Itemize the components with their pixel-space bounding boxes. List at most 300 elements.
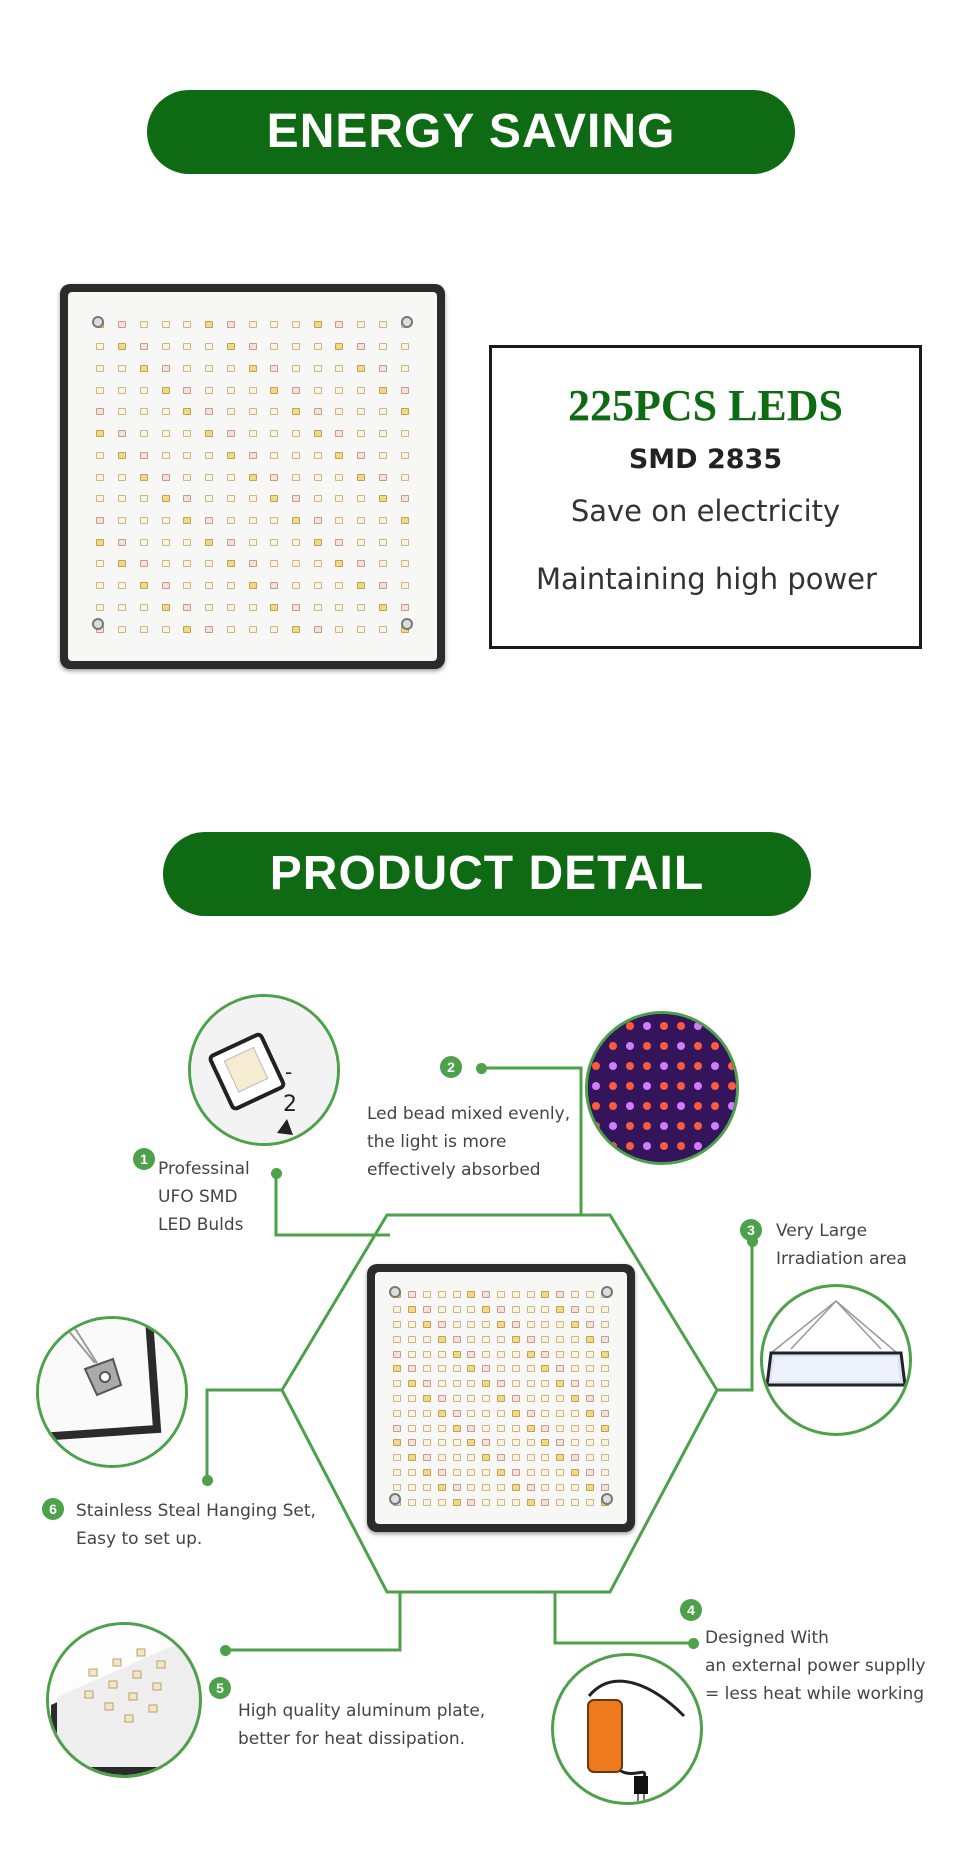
red-bead — [592, 1122, 600, 1130]
led-chip — [408, 1499, 416, 1506]
led-chip — [497, 1499, 505, 1506]
red-bead — [711, 1142, 719, 1150]
led-chip — [408, 1469, 416, 1476]
led-chip — [586, 1499, 594, 1506]
led-chip — [541, 1380, 549, 1387]
svg-text:2: 2 — [283, 1092, 297, 1117]
led-chip — [527, 1395, 535, 1402]
led-chip — [393, 1365, 401, 1372]
led-chip — [467, 1365, 475, 1372]
led-chip — [556, 1351, 564, 1358]
led-chip — [586, 1380, 594, 1387]
product-detail-title: PRODUCT DETAIL — [269, 847, 705, 900]
power-supply-icon — [554, 1656, 700, 1802]
led-chip — [571, 1351, 579, 1358]
led-chip — [482, 1439, 490, 1446]
red-bead — [677, 1082, 685, 1090]
led-chip — [541, 1484, 549, 1491]
led-chip — [541, 1439, 549, 1446]
led-chip — [423, 1321, 431, 1328]
led-chip — [497, 1469, 505, 1476]
led-chip — [467, 1439, 475, 1446]
led-chip — [586, 1321, 594, 1328]
led-beads-circle — [585, 1011, 739, 1165]
led-chip — [527, 1499, 535, 1506]
led-chip — [393, 1469, 401, 1476]
led-chip — [497, 1351, 505, 1358]
led-chip — [601, 1306, 609, 1313]
led-chip — [601, 1410, 609, 1417]
led-chip — [586, 1365, 594, 1372]
red-bead — [626, 1082, 634, 1090]
led-chip — [467, 1306, 475, 1313]
blue-bead — [592, 1082, 600, 1090]
led-chip — [393, 1425, 401, 1432]
led-chip — [497, 1336, 505, 1343]
led-chip — [408, 1425, 416, 1432]
led-chip — [408, 1306, 416, 1313]
blue-bead — [694, 1142, 702, 1150]
led-chip — [467, 1336, 475, 1343]
led-chip — [512, 1395, 520, 1402]
led-chip — [556, 1439, 564, 1446]
led-chip — [541, 1365, 549, 1372]
blue-bead — [626, 1102, 634, 1110]
mounting-screw — [389, 1493, 401, 1505]
led-chip — [453, 1380, 461, 1387]
feature-4-line-2: an external power supplly — [705, 1656, 926, 1676]
led-chip — [497, 1439, 505, 1446]
led-chip — [482, 1291, 490, 1298]
led-chip — [512, 1336, 520, 1343]
led-chip — [512, 1469, 520, 1476]
red-bead — [677, 1142, 685, 1150]
led-chip — [497, 1306, 505, 1313]
led-chip — [527, 1469, 535, 1476]
led-chip — [438, 1469, 446, 1476]
blue-bead — [728, 1102, 736, 1110]
red-bead — [626, 1022, 634, 1030]
red-bead — [711, 1102, 719, 1110]
red-bead — [643, 1122, 651, 1130]
led-chip — [571, 1439, 579, 1446]
led-chip — [541, 1351, 549, 1358]
led-chip — [527, 1380, 535, 1387]
led-chip — [497, 1321, 505, 1328]
led-chip — [527, 1410, 535, 1417]
led-chip — [453, 1439, 461, 1446]
led-chip — [571, 1291, 579, 1298]
led-chip — [408, 1395, 416, 1402]
led-chip — [601, 1439, 609, 1446]
svg-text:-: - — [285, 1060, 293, 1084]
led-chip — [393, 1395, 401, 1402]
led-chip — [512, 1351, 520, 1358]
led-chip — [586, 1291, 594, 1298]
led-chip — [482, 1454, 490, 1461]
led-chip — [438, 1306, 446, 1313]
led-chip — [423, 1336, 431, 1343]
led-chip — [408, 1454, 416, 1461]
led-chip — [601, 1351, 609, 1358]
led-chip — [438, 1439, 446, 1446]
led-chip — [601, 1469, 609, 1476]
led-chip — [393, 1321, 401, 1328]
led-chip — [601, 1380, 609, 1387]
led-chip — [453, 1321, 461, 1328]
led-chip — [482, 1336, 490, 1343]
red-bead — [626, 1122, 634, 1130]
led-chip — [571, 1306, 579, 1313]
led-closeup-circle — [188, 994, 340, 1146]
led-chip — [453, 1336, 461, 1343]
led-chip — [393, 1454, 401, 1461]
led-chip — [482, 1499, 490, 1506]
led-chip — [512, 1291, 520, 1298]
feature-1-line-1: Professinal — [158, 1159, 250, 1179]
led-chip — [408, 1439, 416, 1446]
led-chip — [438, 1351, 446, 1358]
blue-bead — [626, 1042, 634, 1050]
blue-bead — [609, 1122, 617, 1130]
led-chip — [408, 1336, 416, 1343]
led-chip — [453, 1410, 461, 1417]
hook-icon — [39, 1319, 185, 1465]
red-bead — [677, 1122, 685, 1130]
red-bead — [677, 1062, 685, 1070]
led-chip — [512, 1484, 520, 1491]
led-chip — [571, 1365, 579, 1372]
led-chip — [438, 1454, 446, 1461]
led-chip — [586, 1336, 594, 1343]
red-bead — [728, 1122, 736, 1130]
led-chip — [541, 1395, 549, 1402]
led-chip — [482, 1395, 490, 1402]
red-bead — [592, 1102, 600, 1110]
blue-bead — [677, 1042, 685, 1050]
blue-bead — [711, 1122, 719, 1130]
led-chip — [453, 1425, 461, 1432]
led-count-heading: 225PCS LEDS — [567, 381, 844, 430]
blue-bead — [643, 1142, 651, 1150]
led-chip — [438, 1499, 446, 1506]
led-chip — [571, 1395, 579, 1402]
led-chip — [571, 1321, 579, 1328]
led-chip — [467, 1484, 475, 1491]
power-supply-circle — [551, 1653, 703, 1805]
led-chip — [438, 1425, 446, 1432]
led-chip — [497, 1454, 505, 1461]
center-led-board — [375, 1272, 627, 1524]
led-chip — [453, 1351, 461, 1358]
led-chip — [527, 1336, 535, 1343]
feature-number-5: 5 — [209, 1677, 231, 1699]
led-chip — [527, 1306, 535, 1313]
led-chip — [556, 1499, 564, 1506]
led-chip — [408, 1351, 416, 1358]
red-bead — [694, 1122, 702, 1130]
led-chip — [393, 1439, 401, 1446]
led-chip — [527, 1291, 535, 1298]
spec-line-electricity: Save on electricity — [570, 494, 841, 528]
feature-number-3: 3 — [740, 1219, 762, 1241]
led-chip — [423, 1454, 431, 1461]
led-chip — [482, 1380, 490, 1387]
led-chip — [571, 1425, 579, 1432]
led-chip — [571, 1484, 579, 1491]
led-chip — [438, 1365, 446, 1372]
mounting-screw — [601, 1493, 613, 1505]
blue-bead — [660, 1062, 668, 1070]
feature-label-2 — [367, 1100, 570, 1184]
feature-number-6: 6 — [42, 1498, 64, 1520]
led-chip — [453, 1291, 461, 1298]
led-chip — [512, 1410, 520, 1417]
mounting-screw — [601, 1286, 613, 1298]
connector-dot-5 — [220, 1645, 231, 1656]
red-bead — [626, 1062, 634, 1070]
led-chip — [512, 1454, 520, 1461]
led-chip — [482, 1469, 490, 1476]
led-chip — [453, 1499, 461, 1506]
led-chip — [586, 1351, 594, 1358]
red-bead — [660, 1102, 668, 1110]
led-chip — [438, 1484, 446, 1491]
led-chip — [393, 1380, 401, 1387]
led-chip — [556, 1306, 564, 1313]
led-chip — [541, 1469, 549, 1476]
led-chip — [467, 1425, 475, 1432]
blue-bead — [592, 1022, 600, 1030]
connector-dot-2 — [476, 1063, 487, 1074]
red-bead — [609, 1042, 617, 1050]
led-chip — [601, 1454, 609, 1461]
blue-bead — [660, 1122, 668, 1130]
feature-label-6 — [76, 1497, 316, 1553]
feature-2-line-3: effectively absorbed — [367, 1160, 541, 1180]
led-chip — [497, 1395, 505, 1402]
led-chip — [497, 1291, 505, 1298]
blue-bead — [711, 1062, 719, 1070]
led-chip — [512, 1439, 520, 1446]
irradiation-area-circle — [760, 1284, 912, 1436]
led-chip — [556, 1321, 564, 1328]
led-chip — [601, 1321, 609, 1328]
red-bead — [660, 1142, 668, 1150]
led-chip — [408, 1484, 416, 1491]
red-bead — [711, 1042, 719, 1050]
red-bead — [626, 1142, 634, 1150]
led-chip — [423, 1484, 431, 1491]
led-chip — [393, 1336, 401, 1343]
led-chip — [556, 1454, 564, 1461]
led-chip — [423, 1395, 431, 1402]
led-chip — [541, 1291, 549, 1298]
led-chip — [512, 1380, 520, 1387]
hanging-panel-icon — [763, 1287, 909, 1433]
led-chip — [571, 1380, 579, 1387]
red-bead — [711, 1022, 719, 1030]
led-chip — [467, 1291, 475, 1298]
led-chip — [556, 1410, 564, 1417]
led-chip — [408, 1380, 416, 1387]
led-chip — [556, 1425, 564, 1432]
feature-2-line-2: the light is more — [367, 1132, 507, 1152]
led-chip — [408, 1410, 416, 1417]
led-chip — [512, 1499, 520, 1506]
led-chip — [423, 1439, 431, 1446]
smd-led-icon — [191, 997, 337, 1143]
red-bead — [694, 1102, 702, 1110]
led-chip — [601, 1484, 609, 1491]
red-bead — [609, 1082, 617, 1090]
aluminum-plate-icon — [49, 1625, 199, 1775]
led-chip — [541, 1454, 549, 1461]
led-chip — [556, 1395, 564, 1402]
led-chip — [423, 1380, 431, 1387]
feature-4-line-1: Designed With — [705, 1628, 829, 1648]
led-chip — [541, 1321, 549, 1328]
red-bead — [609, 1102, 617, 1110]
led-chip — [467, 1395, 475, 1402]
blue-bead — [728, 1042, 736, 1050]
led-chip — [556, 1336, 564, 1343]
led-chip — [423, 1306, 431, 1313]
led-chip — [527, 1439, 535, 1446]
red-bead — [660, 1082, 668, 1090]
led-chip — [467, 1410, 475, 1417]
feature-3-line-2: Irradiation area — [776, 1249, 907, 1269]
red-bead — [728, 1062, 736, 1070]
led-chip — [482, 1365, 490, 1372]
led-chip — [497, 1410, 505, 1417]
red-bead — [728, 1142, 736, 1150]
red-bead — [694, 1042, 702, 1050]
led-chip — [482, 1321, 490, 1328]
led-chip — [453, 1365, 461, 1372]
led-chip — [586, 1454, 594, 1461]
red-bead — [643, 1042, 651, 1050]
feature-5-line-2: better for heat dissipation. — [238, 1729, 466, 1749]
led-chip — [527, 1321, 535, 1328]
led-chip — [467, 1351, 475, 1358]
red-bead — [694, 1062, 702, 1070]
led-chip — [571, 1336, 579, 1343]
red-bead — [677, 1022, 685, 1030]
led-chip — [497, 1484, 505, 1491]
feature-6-line-2: Easy to set up. — [76, 1529, 203, 1549]
feature-label-1 — [158, 1155, 250, 1239]
led-chip — [438, 1336, 446, 1343]
feature-1-line-2: UFO SMD — [158, 1187, 238, 1207]
led-beads-icon — [588, 1014, 736, 1162]
blue-bead — [694, 1022, 702, 1030]
led-chip — [453, 1469, 461, 1476]
led-chip — [453, 1395, 461, 1402]
led-chip — [393, 1351, 401, 1358]
led-chip — [423, 1365, 431, 1372]
led-chip — [601, 1365, 609, 1372]
feature-label-5 — [238, 1697, 485, 1753]
feature-3-line-1: Very Large — [776, 1221, 868, 1241]
led-chip — [393, 1410, 401, 1417]
led-chip — [541, 1499, 549, 1506]
led-chip — [512, 1425, 520, 1432]
blue-bead — [677, 1102, 685, 1110]
led-chip — [512, 1306, 520, 1313]
led-chip — [586, 1484, 594, 1491]
led-chip — [527, 1484, 535, 1491]
led-chip — [527, 1351, 535, 1358]
led-chip — [556, 1380, 564, 1387]
led-chip — [571, 1499, 579, 1506]
led-chip — [423, 1499, 431, 1506]
feature-6-line-1: Stainless Steal Hanging Set, — [76, 1501, 316, 1521]
led-chip — [497, 1365, 505, 1372]
blue-bead — [592, 1142, 600, 1150]
led-chip — [556, 1291, 564, 1298]
led-chip — [467, 1321, 475, 1328]
led-chip — [586, 1425, 594, 1432]
led-chip — [467, 1380, 475, 1387]
led-chip — [482, 1306, 490, 1313]
led-chip — [556, 1484, 564, 1491]
led-chip — [586, 1439, 594, 1446]
connector-dot-6 — [202, 1475, 213, 1486]
led-chip — [541, 1336, 549, 1343]
red-bead — [711, 1082, 719, 1090]
led-chip — [423, 1351, 431, 1358]
feature-number-4: 4 — [680, 1599, 702, 1621]
led-chip — [467, 1454, 475, 1461]
blue-bead — [643, 1082, 651, 1090]
led-chip — [512, 1365, 520, 1372]
led-chip — [408, 1291, 416, 1298]
led-chip — [601, 1425, 609, 1432]
feature-2-line-1: Led bead mixed evenly, — [367, 1104, 571, 1124]
red-bead — [728, 1022, 736, 1030]
feature-4-line-3: = less heat while working — [705, 1684, 925, 1704]
led-chip — [453, 1454, 461, 1461]
led-chip — [438, 1291, 446, 1298]
led-chip — [512, 1321, 520, 1328]
red-bead — [609, 1022, 617, 1030]
led-chip — [438, 1380, 446, 1387]
led-chip — [497, 1425, 505, 1432]
led-chip — [482, 1410, 490, 1417]
led-chip — [586, 1306, 594, 1313]
led-chip — [556, 1469, 564, 1476]
led-chip — [467, 1499, 475, 1506]
led-chip — [438, 1410, 446, 1417]
led-chip — [527, 1454, 535, 1461]
led-chip — [423, 1425, 431, 1432]
led-chip — [453, 1306, 461, 1313]
aluminum-plate-circle — [46, 1622, 202, 1778]
led-chip — [423, 1291, 431, 1298]
blue-bead — [694, 1082, 702, 1090]
connector-dot-4 — [688, 1638, 699, 1649]
led-chip — [601, 1395, 609, 1402]
led-chip — [438, 1395, 446, 1402]
led-chip — [556, 1365, 564, 1372]
led-chip — [453, 1484, 461, 1491]
led-chip — [408, 1365, 416, 1372]
red-bead — [592, 1042, 600, 1050]
led-chip — [601, 1336, 609, 1343]
led-chip — [438, 1321, 446, 1328]
led-chip — [423, 1410, 431, 1417]
